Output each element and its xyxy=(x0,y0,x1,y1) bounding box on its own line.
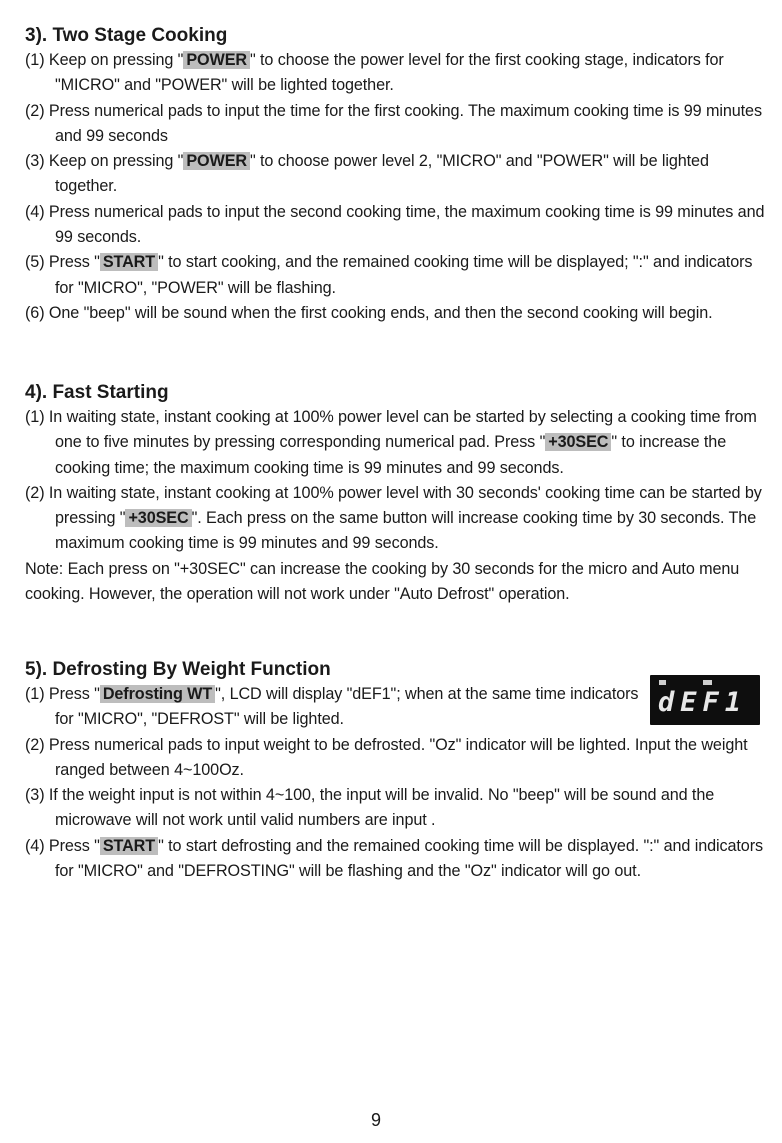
lcd-indicator-icon xyxy=(703,680,712,685)
section-title: 3). Two Stage Cooking xyxy=(25,25,228,46)
section-fast-starting xyxy=(25,381,770,607)
instruction-item xyxy=(25,834,770,885)
instruction-text: (4) Press " xyxy=(25,836,100,855)
section-title: 5). Defrosting By Weight Function xyxy=(25,659,331,680)
page-number: 9 xyxy=(370,1110,381,1130)
power-key-label: POWER xyxy=(183,51,250,69)
instruction-item xyxy=(25,48,770,99)
instruction-text: (1) In waiting state, instant cooking at 100% power level can be started by selecting a cooking time from one to five minutes by pressing corresponding numerical pad. Press " xyxy=(25,408,757,452)
lcd-readout: dEF1 xyxy=(658,687,748,718)
instruction-item: (3) If the weight input is not within 4~100, the input will be invalid. No "beep" will be sound and the microwave will not work until valid numbers are input . xyxy=(25,786,715,830)
instruction-text: ". Each press on the same button will increase cooking time by 30 seconds. The maximum cooking time is 99 minutes and 99 seconds. xyxy=(55,509,757,553)
instruction-item xyxy=(25,481,770,557)
instruction-text: " to choose power level 2, "MICRO" and "POWER" will be lighted together. xyxy=(55,152,709,196)
lcd-display-illustration xyxy=(650,675,760,725)
instruction-text: " to start defrosting and the remained cooking time will be displayed. ":" and indicators for "MICRO" and "DEFROSTING" will be flashing and the "Oz" indicator will go out. xyxy=(55,836,763,881)
instruction-item xyxy=(25,405,770,481)
instruction-item: (2) Press numerical pads to input weight to be defrosted. "Oz" indicator will be lighted. Input the weight ranged between 4~100Oz. xyxy=(25,735,748,779)
plus-30sec-key-label: +30SEC xyxy=(125,509,191,527)
power-key-label: POWER xyxy=(183,152,250,170)
instruction-item xyxy=(25,250,770,301)
start-key-label: START xyxy=(100,253,158,271)
instruction-item xyxy=(25,682,645,733)
start-key-label: START xyxy=(100,837,158,855)
instruction-text: (3) Keep on pressing " xyxy=(25,152,184,171)
plus-30sec-key-label: +30SEC xyxy=(545,433,611,451)
instruction-item xyxy=(25,149,770,200)
instruction-item: (4) Press numerical pads to input the second cooking time, the maximum cooking time is 99 minutes and 99 seconds. xyxy=(25,202,765,247)
instruction-text: ", LCD will display "dEF1"; when at the same time indicators for "MICRO", "DEFROST" will be lighted. xyxy=(55,685,639,729)
instruction-text: " to choose the power level for the first cooking stage, indicators for "MICRO" and "POWER" will be lighted together. xyxy=(55,51,724,95)
section-two-stage-cooking xyxy=(25,24,770,326)
instruction-item: (6) One "beep" will be sound when the first cooking ends, and then the second cooking will begin. xyxy=(25,303,713,322)
instruction-text: " to increase the cooking time; the maximum cooking time is 99 minutes and 99 seconds. xyxy=(55,433,727,477)
defrosting-wt-key-label: Defrosting WT xyxy=(100,685,215,703)
instruction-text: (2) In waiting state, instant cooking at 100% power level with 30 seconds' cooking time can be started by pressing " xyxy=(25,483,762,528)
instruction-text: (1) Press " xyxy=(25,685,100,703)
instruction-text: (1) Keep on pressing " xyxy=(25,51,184,69)
note-text: Note: Each press on "+30SEC" can increase the cooking by 30 seconds for the micro and Auto menu cooking. However, the operation will not work under "Auto Defrost" operation. xyxy=(25,559,740,604)
instruction-text: " to start cooking, and the remained cooking time will be displayed; ":" and indicators for "MICRO", "POWER" will be flashing. xyxy=(55,253,753,297)
instruction-item: (2) Press numerical pads to input the time for the first cooking. The maximum cooking time is 99 minutes and 99 seconds xyxy=(25,101,762,145)
section-title: 4). Fast Starting xyxy=(25,382,169,403)
instruction-text: (5) Press " xyxy=(25,253,100,272)
lcd-indicator-icon xyxy=(659,680,666,685)
